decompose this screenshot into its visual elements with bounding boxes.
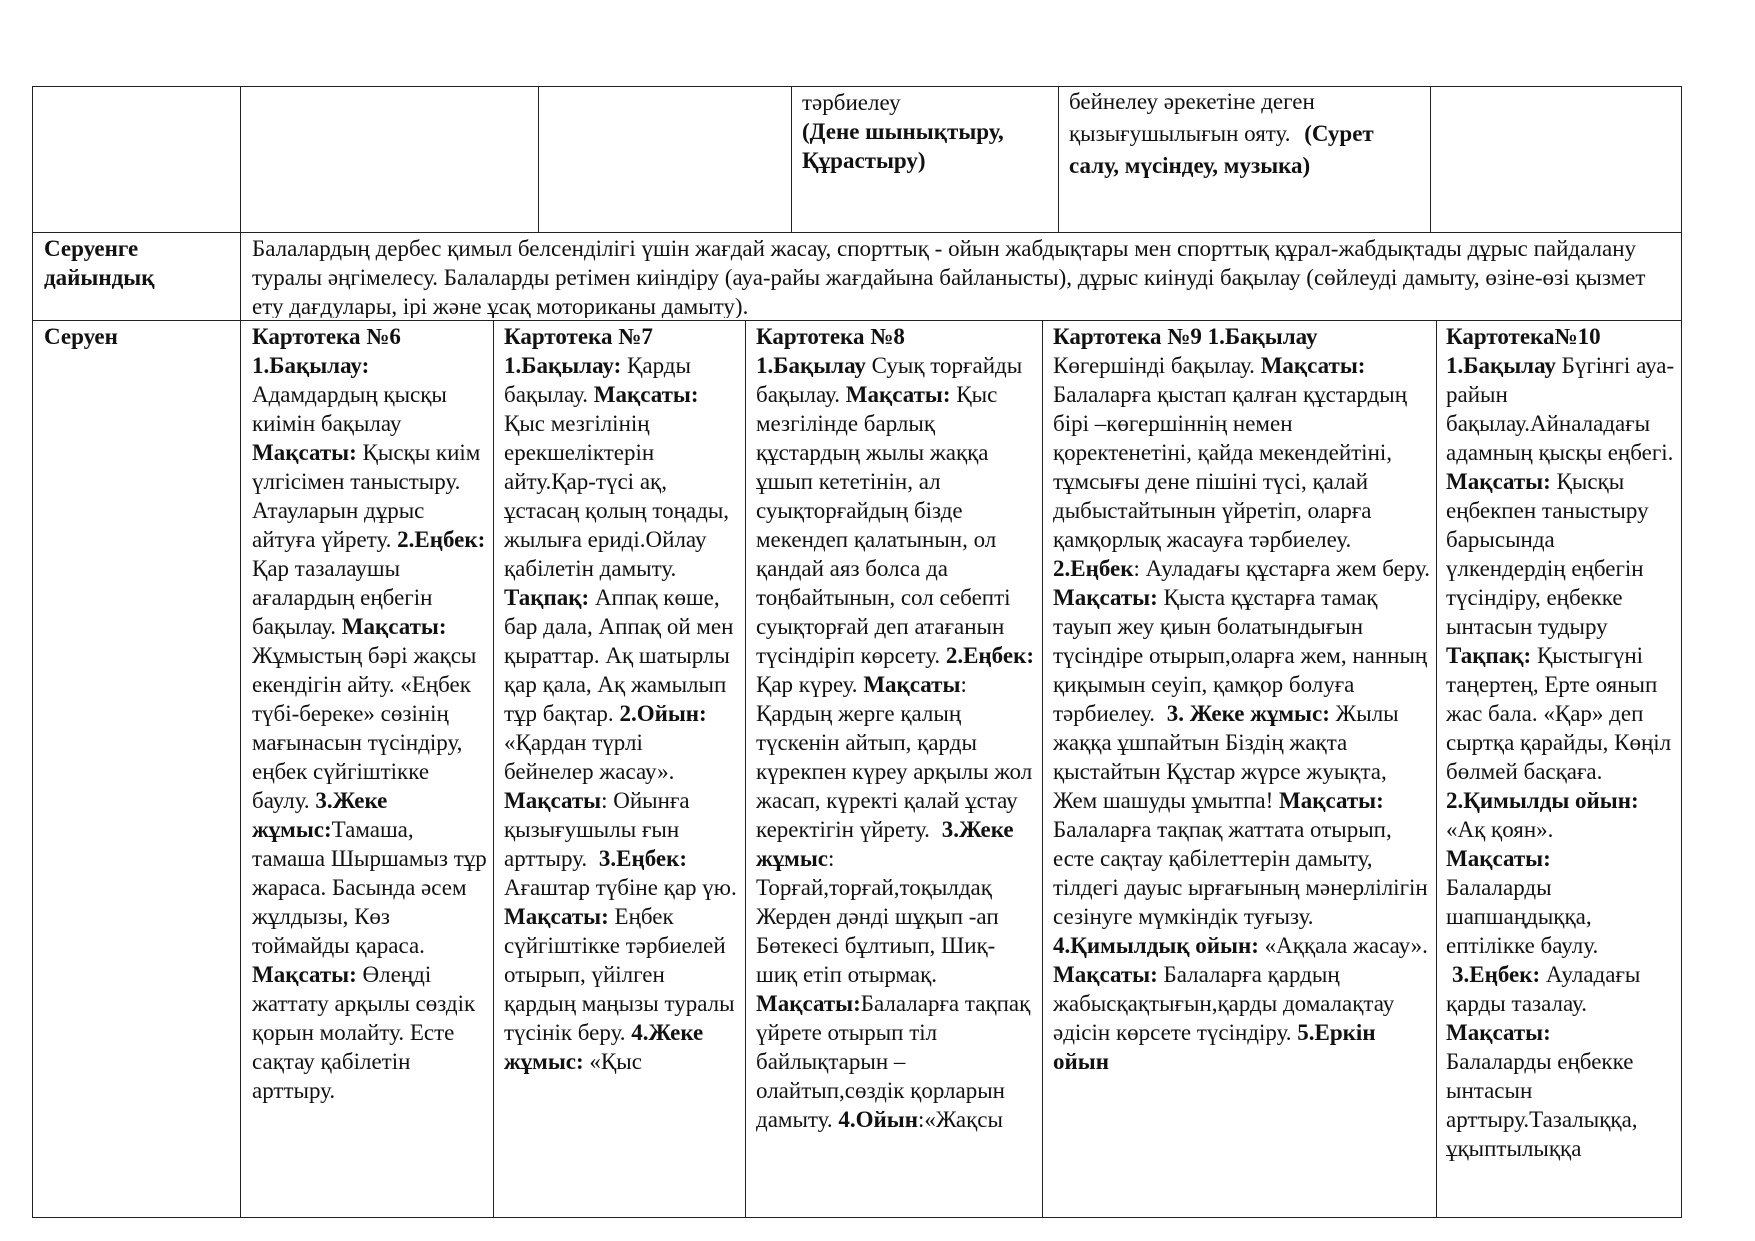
col-divider [240,320,241,1218]
card-6-individual-text: Тамаша, тамаша Шыршамыз тұр жараса. Басында әсем жұлдызы, Көз тоймайды қараса. [252,817,487,958]
card-6-goal3-text: Өлеңді жаттату арқылы сөздік қорын молайту. Есте сақтау қабілетін арттыру. [252,962,476,1103]
card-8-goal2-text: : Қардың жерге қалың түскенін айтып, қарды күрекпен күреу арқылы жол жасап, күректі қалай ұстау керектігін үйрету. [756,672,1033,842]
top-col5-activities: (Сурет салу, мүсіндеу, музыка) [1069,121,1374,178]
card-8-cell [756,322,1036,1216]
top-row-col5-cell [1069,86,1421,226]
card-8-observation-text: Суық торғайды бақылау. [756,353,1023,407]
card-9-observation-text: Көгершінді бақылау. [1053,353,1255,378]
card-9-goal4-heading: Мақсаты: [1053,962,1158,987]
card-9-goal2-text: Қыста құстарға тамақ тауып жеу қиын болатындығын түсіндіре отырып,оларға жем, нанның қиқымын сеуіп, қамқор болуға тәрбиелеу. [1053,585,1428,726]
card-7-goal2-text: : Ойынға қызығушылы ғын арттыру. [504,788,690,871]
card-6-goal1-heading: Мақсаты: [252,440,357,465]
prep-row-text: Балалардың дербес қимыл белсенділігі үшін жағдай жасау, спорттық - ойын жабдықтары мен спорттық құрал-жабдықтады дұрыс пайдалану туралы әңгімелесу. Балаларды ретімен киіндіру (ауа-райы жағдайына байланысты), дұрыс киінуді бақылау (сөйлеуді дамыту, өзіне-өзі қызмет ету дағдулары, ірі және ұсақ моториканы дамыту). [252,236,1646,318]
card-8-work-heading: 2.Еңбек: [945,643,1034,668]
card-10-observation-heading: 1.Бақылау [1446,353,1556,378]
card-10-cell [1446,322,1678,1216]
card-6-cell [252,322,487,1216]
card-8-individual-heading: 3.Жеке жұмыс [756,817,1014,871]
card-9-free-play-heading: 5.Еркін ойын [1053,1020,1376,1074]
row-divider [32,232,1682,233]
card-7-individual-text: «Қыс [589,1049,642,1074]
card-9-goal1-text: Балаларға қыстап қалған құстардың бірі –көгершіннің немен қоректенетіні, қайда мекендейтіні, тұмсығы дене пішіні түсі, қалай дыбыстайтынын үйретіп, оларға қамқорлық жасауға тәрбиелеу. [1053,382,1408,552]
card-7-goal3-heading: Мақсаты: [504,904,609,929]
card-8-title: Картотека №8 [756,324,905,349]
card-9-work-text: : Ауладағы құстарға жем беру. [1133,556,1430,581]
card-10-rhyme-text: Қыстыгүні таңертең, Ерте оянып жас бала. «Қар» деп сыртқа қарайды, Көңіл бөлмей басқаға. [1446,643,1672,784]
card-7-rhyme-heading: Тақпақ: [504,585,590,610]
top-col4-text: тәрбиелеу [802,90,901,115]
card-7-goal2-heading: Мақсаты [504,788,602,813]
card-10-goal2-heading: Мақсаты: [1446,846,1551,871]
card-9-goal2-heading: Мақсаты: [1053,585,1158,610]
card-8-goal3-text: Балаларға тақпақ үйрете отырып тіл байлықтарын – олайтып,сөздік қорларын дамыту. [756,991,1031,1132]
card-6-observation-heading: 1.Бақылау: [252,353,370,378]
top-col5-text: бейнелеу әрекетіне деген қызығушылығын ояту. [1069,89,1315,146]
card-7-goal1-heading: Мақсаты: [593,382,699,407]
card-9-goal1-heading: Мақсаты: [1260,353,1366,378]
card-10-work-text: Ауладағы қарды тазалау. [1446,962,1641,1016]
card-7-observation-text: Қарды бақылау. [504,353,691,407]
card-9-individual-heading: 3. Жеке жұмыс: [1166,701,1330,726]
card-6-goal3-heading: Мақсаты: [252,962,357,987]
card-10-goal1-heading: Мақсаты: [1446,469,1551,494]
col-divider [538,86,539,232]
card-8-game-heading: 4.Ойын [838,1107,918,1132]
card-10-game-heading: 2.Қимылды ойын: [1446,788,1639,813]
card-10-game-text: «Ақ қоян». [1446,817,1554,842]
card-10-goal3-text: Балаларды еңбекке ынтасын арттыру.Тазалыққа, ұқыптылыққа [1446,1049,1638,1161]
col-divider [1042,320,1043,1218]
col-divider [1058,86,1059,232]
card-7-goal3-text: Еңбек сүйгіштікке тәрбиелей отырып, үйілген қардың маңызы туралы түсінік беру. [504,904,735,1045]
card-6-observation-text: Адамдардың қысқы киімін бақылау [252,382,447,436]
card-7-game-heading: 2.Ойын: [619,701,707,726]
card-10-goal1-text: Қысқы еңбекпен таныстыру барысында үлкендердің еңбегін түсіндіру, еңбекке ынтасын тудыру [1446,469,1649,639]
card-6-title: Картотека №6 [252,324,401,349]
card-7-rhyme-text: Аппақ көше, бар дала, Аппақ ой мен қыраттар. Ақ шатырлы қар қала, Ақ жамылып тұр бақтар. [504,585,734,726]
card-10-rhyme-heading: Тақпақ: [1446,643,1532,668]
card-8-work-text: Қар күреу. [756,672,858,697]
card-9-game-heading: 4.Қимылдық ойын: [1053,933,1259,958]
card-10-work-heading: 3.Еңбек: [1452,962,1541,987]
col-divider [1430,86,1431,232]
card-9-title: Картотека №9 1.Бақылау [1053,324,1318,349]
card-8-game-text: :«Жақсы [917,1107,1003,1132]
card-7-work-heading: 3.Еңбек: [598,846,688,871]
card-7-title: Картотека №7 [504,324,653,349]
top-row-col4-cell [802,88,1050,228]
col-divider [240,86,241,232]
col-divider [745,320,746,1218]
top-col4-activities: (Дене шынықтыру, Құрастыру) [802,119,1004,173]
card-7-work-text: Ағаштар түбіне қар үю. [504,875,737,900]
col-divider [791,86,792,232]
card-6-goal2-heading: Мақсаты: [341,614,447,639]
card-9-cell [1053,322,1430,1216]
card-9-game-text: «Аққала жасау». [1264,933,1428,958]
card-6-work-heading: 2.Еңбек: [397,527,486,552]
card-7-observation-heading: 1.Бақылау: [504,353,622,378]
card-9-goal4-text: Балаларға қардың жабысқақтығын,қарды домалақтау әдісін көрсете түсіндіру. [1053,962,1395,1045]
row-divider [32,320,1682,321]
col-divider [240,232,241,320]
walk-row-label: Серуен [44,324,118,349]
card-6-individual-heading: 3.Жеке жұмыс: [252,788,388,842]
col-divider [493,320,494,1218]
card-7-goal1-text: Қыс мезгілінің ерекшеліктерін айту.Қар-түсі ақ, ұстасаң қолың тоңады, жылыға ериді.Ойлау қабілетін дамыту. [504,411,730,581]
prep-row-label: Серуенге дайындық [44,236,155,290]
card-8-goal1-heading: Мақсаты: [845,382,951,407]
card-10-goal3-heading: Мақсаты: [1446,1020,1551,1045]
card-7-game-text: «Қардан түрлі бейнелер жасау». [504,730,675,784]
card-9-goal3-text: Балаларға тақпақ жаттата отырып, есте сақтау қабілеттерін дамыту, тілдегі дауыс ырғағының мәнерлілігін сезінуге мүмкіндік туғызу. [1053,817,1428,929]
card-9-goal3-heading: Мақсаты: [1279,788,1384,813]
col-divider [1436,320,1437,1218]
card-10-goal2-text: Балаларды шапшаңдыққа, ептілікке баулу. [1446,875,1599,958]
card-10-title: Картотека№10 [1446,324,1601,349]
card-8-individual-text: : Торғай,торғай,тоқылдақ Жерден дәнді шұқып -ап Бөтекесі бұлтиып, Шиқ-шиқ етіп отырмақ. [756,846,999,987]
card-6-goal1-text: Қысқы киім үлгісімен таныстыру. Атауларын дұрыс айтуға үйрету. [252,440,481,552]
card-9-individual-text: Жылы жаққа ұшпайтын Біздің жақта қыстайтын Құстар жүрсе жуықта, Жем шашуды ұмытпа! [1053,701,1399,813]
card-6-goal2-text: Жұмыстың бәрі жақсы екендігін айту. «Еңбек түбі-береке» сөзінің мағынасын түсіндіру, еңбек сүйгіштікке баулу. [252,643,477,813]
card-7-cell [504,322,738,1216]
card-10-observation-text: Бүгінгі ауа-райын бақылау.Айналадағы адамның қысқы еңбегі. [1446,353,1675,465]
card-8-observation-heading: 1.Бақылау [756,353,866,378]
card-8-goal1-text: Қыс мезгілінде барлық құстардың жылы жаққа ұшып кететінін, ал суықторғайдың бізде мекендеп қалатынын, ол қандай аяз болса да тоңбайтынын, сол себепті суықторғай деп атағанын түсіндіріп көрсету. [756,382,1011,668]
card-8-goal2-heading: Мақсаты [863,672,961,697]
card-8-goal3-heading: Мақсаты: [756,991,861,1016]
card-7-individual-heading: 4.Жеке жұмыс: [504,1020,704,1074]
card-9-work-heading: 2.Еңбек [1053,556,1134,581]
card-6-work-text: Қар тазалаушы ағалардың еңбегін бақылау. [252,556,433,639]
